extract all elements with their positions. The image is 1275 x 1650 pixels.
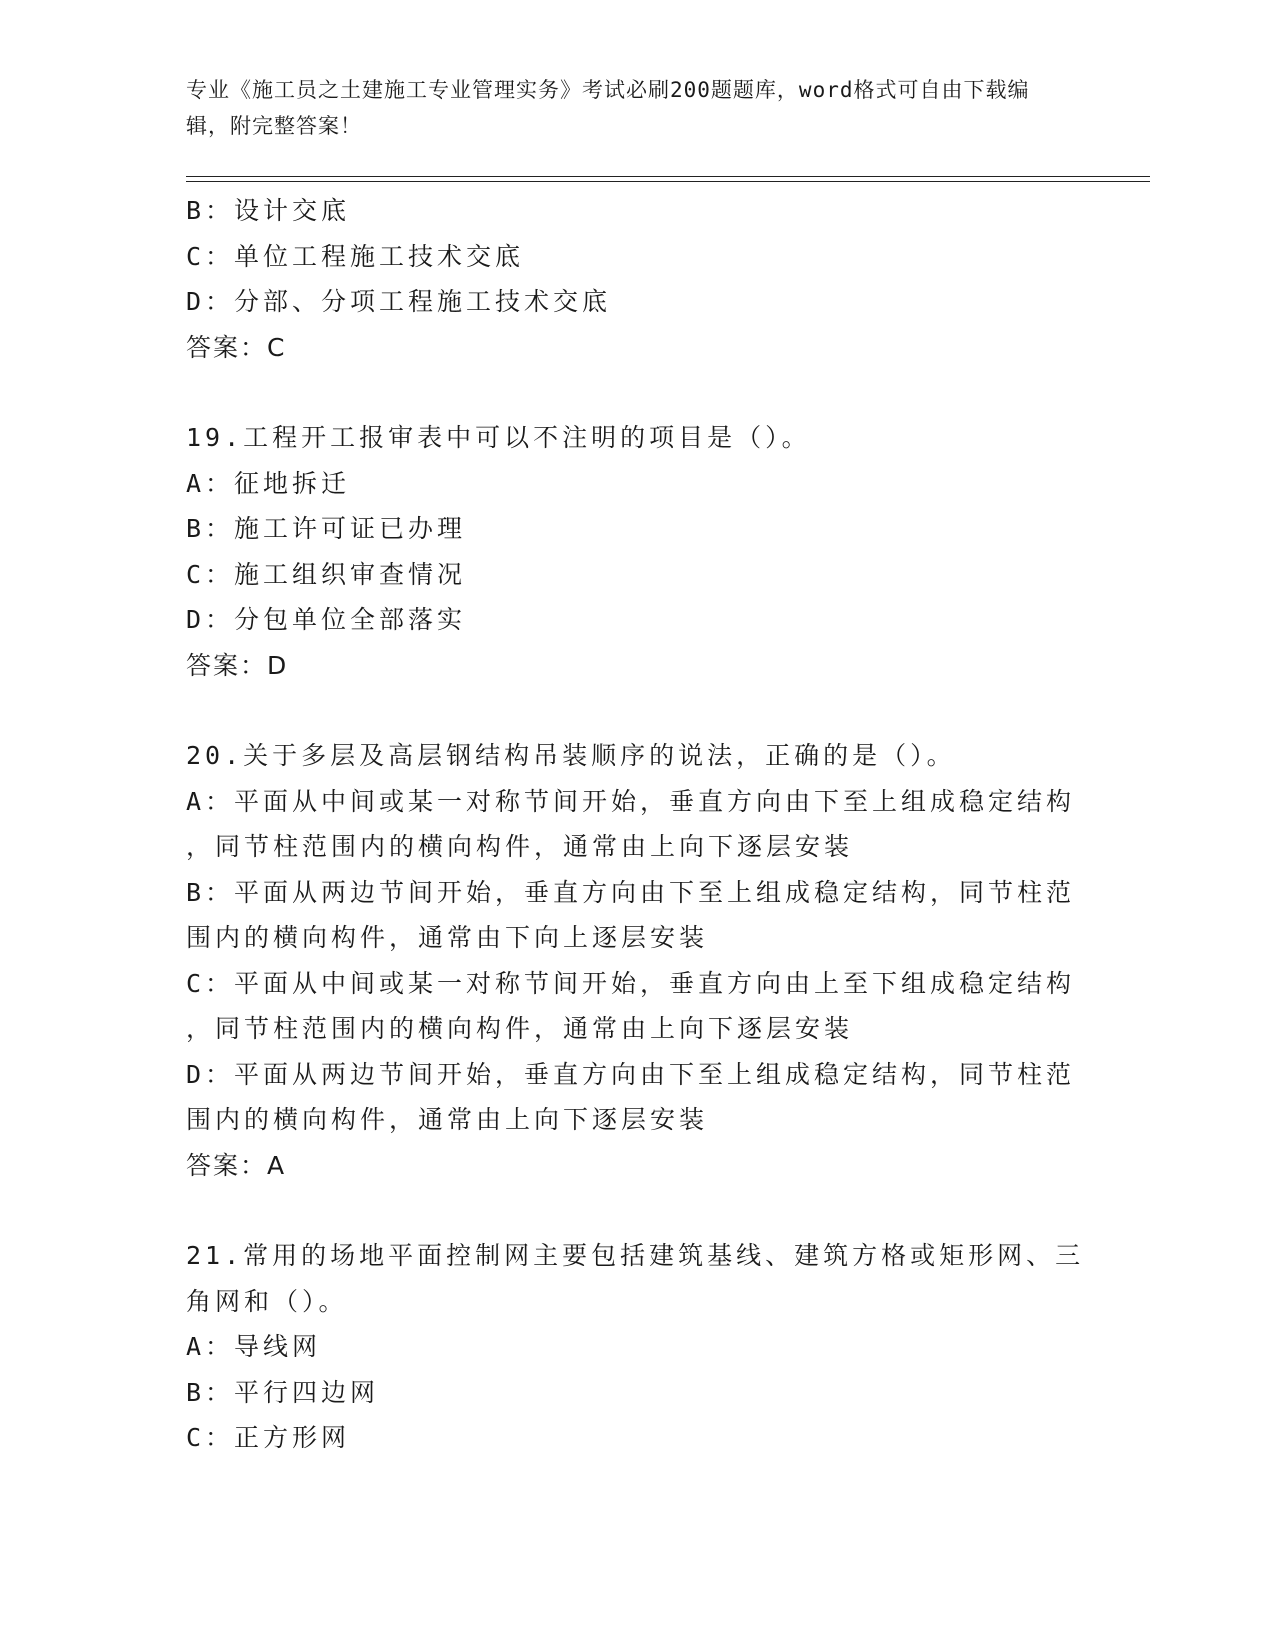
question-stem: 19.工程开工报审表中可以不注明的项目是（）。 [186,423,811,452]
question-21 [186,1233,1085,1461]
option-c: C：正方形网 [186,1423,351,1452]
option-b: B：平行四边网 [186,1377,380,1407]
question-stem-line-1: 21.常用的场地平面控制网主要包括建筑基线、建筑方格或矩形网、三 [186,1241,1085,1270]
option-b: B：设计交底 [186,196,351,225]
option-a: A：导线网 [186,1332,322,1361]
option-c-line-2: ，同节柱范围内的横向构件，通常由上向下逐层安装 [186,1014,854,1043]
option-a: A：征地拆迁 [186,468,351,498]
question-content [186,188,1085,1461]
spacer [186,688,1066,733]
option-c-line-1: C：平面从中间或某一对称节间开始，垂直方向由上至下组成稳定结构 [186,968,1076,998]
option-a-line-2: ，同节柱范围内的横向构件，通常由上向下逐层安装 [186,832,854,861]
option-b-line-1: B：平面从两边节间开始，垂直方向由下至上组成稳定结构，同节柱范 [186,877,1076,907]
option-d: D：分部、分项工程施工技术交底 [186,287,612,316]
option-c: C：施工组织审查情况 [186,559,467,589]
question-19 [186,415,1066,688]
option-d: D：分包单位全部落实 [186,605,467,634]
answer-line: 答案：C [186,332,287,362]
question-18-tail [186,188,1066,370]
option-d-line-2: 围内的横向构件，通常由上向下逐层安装 [186,1105,709,1134]
spacer [186,370,1066,415]
document-header: 专业《施工员之土建施工专业管理实务》考试必刷200题题库，word格式可自由下载编辑，附完整答案！ [186,78,1030,138]
option-b: B：施工许可证已办理 [186,514,467,543]
option-c: C：单位工程施工技术交底 [186,241,525,271]
answer-line: 答案：D [186,650,289,680]
header-divider [186,176,1150,182]
option-a-line-1: A：平面从中间或某一对称节间开始，垂直方向由下至上组成稳定结构 [186,786,1076,816]
question-stem: 20.关于多层及高层钢结构吊装顺序的说法，正确的是（）。 [186,741,956,770]
answer-line: 答案：A [186,1150,287,1180]
option-b-line-2: 围内的横向构件，通常由下向上逐层安装 [186,923,709,952]
question-stem-line-2: 角网和（）。 [186,1286,348,1316]
question-20 [186,733,1076,1188]
option-d-line-1: D：平面从两边节间开始，垂直方向由下至上组成稳定结构，同节柱范 [186,1059,1076,1089]
spacer [186,1188,1066,1233]
